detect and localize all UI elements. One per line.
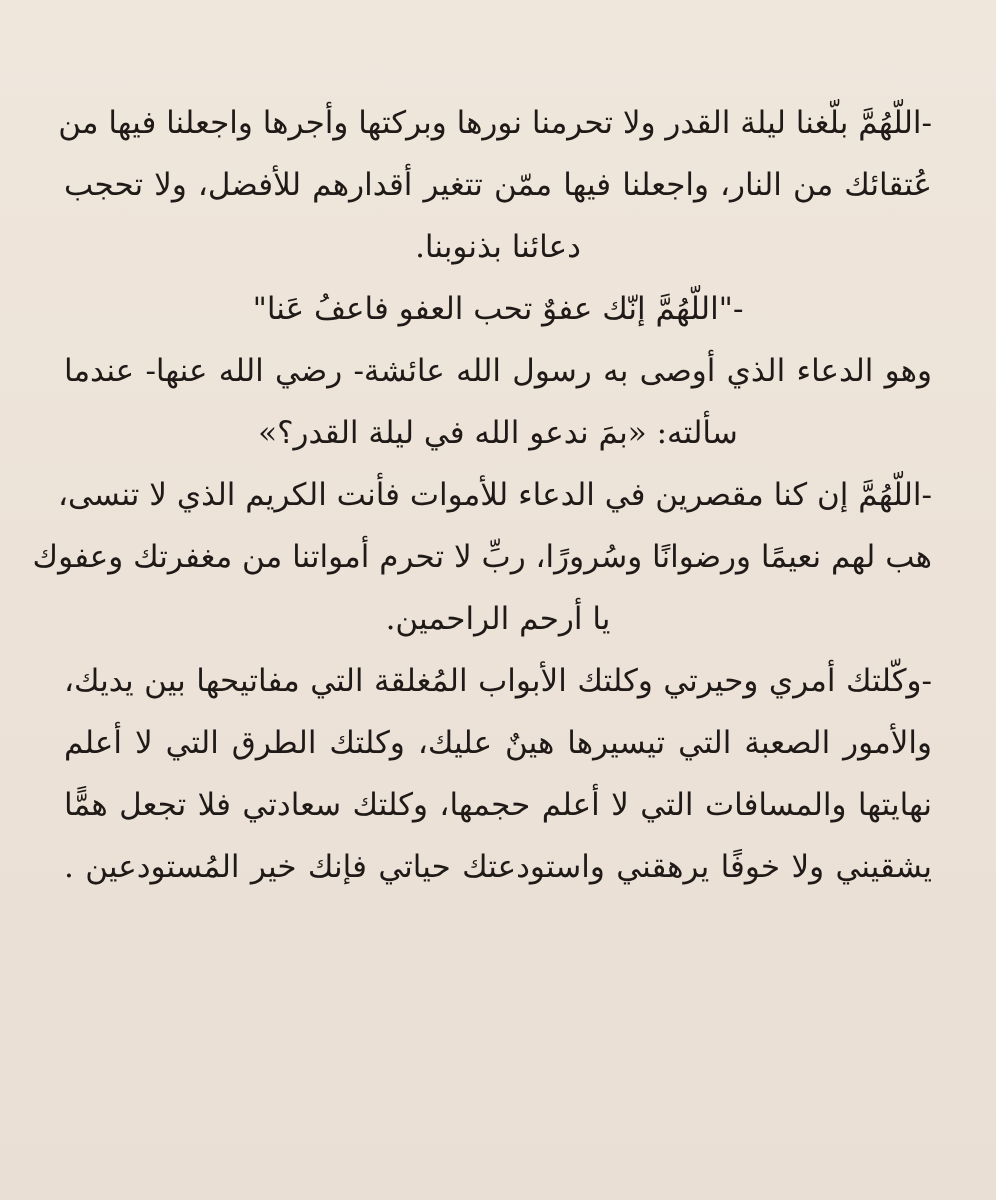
text-line: نهايتها والمسافات التي لا أعلم حجمها، وكلتك سعادتي فلا تجعل همًّا bbox=[64, 787, 932, 823]
text-body bbox=[32, 92, 932, 898]
text-line: -اللّهُمَّ إن كنا مقصرين في الدعاء للأموات فأنت الكريم الذي لا تنسى، bbox=[57, 477, 932, 513]
text-line: -"اللّهُمَّ إنّك عفوٌ تحب العفو فاعفُ عَنا" bbox=[252, 291, 744, 327]
text-line: عُتقائك من النار، واجعلنا فيها ممّن تتغير أقدارهم للأفضل، ولا تحجب bbox=[64, 167, 932, 203]
text-line: وهو الدعاء الذي أوصى به رسول الله عائشة- رضي الله عنها- عندما bbox=[64, 353, 932, 389]
text-line: يا أرحم الراحمين. bbox=[385, 601, 611, 637]
text-line: سألته: «بمَ ندعو الله في ليلة القدر؟» bbox=[258, 415, 738, 451]
text-line: -اللّهُمَّ بلّغنا ليلة القدر ولا تحرمنا نورها وبركتها وأجرها واجعلنا فيها من bbox=[58, 105, 932, 141]
text-line: هب لهم نعيمًا ورضوانًا وسُرورًا، ربِّ لا تحرم أمواتنا من مغفرتك وعفوك bbox=[32, 539, 932, 575]
text-line: دعائنا بذنوبنا. bbox=[415, 229, 581, 265]
text-line: والأمور الصعبة التي تيسيرها هينٌ عليك، وكلتك الطرق التي لا أعلم bbox=[64, 725, 932, 761]
text-line: يشقيني ولا خوفًا يرهقني واستودعتك حياتي فإنك خير المُستودعين . bbox=[64, 849, 932, 885]
text-line: -وكّلتك أمري وحيرتي وكلتك الأبواب المُغلقة التي مفاتيحها بين يديك، bbox=[64, 663, 932, 699]
